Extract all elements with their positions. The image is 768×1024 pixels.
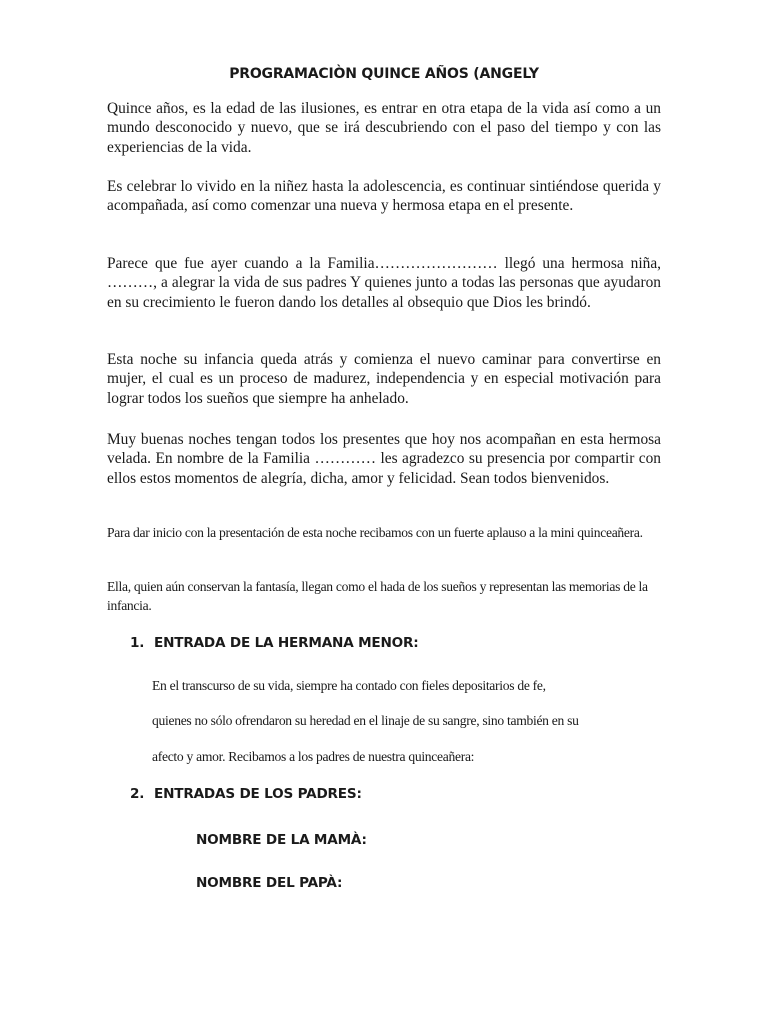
section-number: 2. — [130, 786, 145, 802]
mother-name-label: NOMBRE DE LA MAMÀ: — [196, 832, 367, 848]
section-heading-hermana-menor — [130, 635, 419, 651]
document-title: PROGRAMACIÒN QUINCE AÑOS (ANGELY — [229, 66, 539, 82]
paragraph-infancia: Esta noche su infancia queda atrás y comienza el nuevo caminar para convertirse en mujer, el cual es un proceso de madurez, independencia y en especial motivación para lograr todos los sueños que siempre ha anhelado. — [107, 351, 661, 407]
paragraph-familia: Parece que fue ayer cuando a la Familia…………………… llegó una hermosa niña, ………, a alegrar la vida de sus padres Y quienes junto a todas las personas que ayudaron en su crecimiento le fueron dando los detalles al obsequio que Dios les brindó. — [107, 255, 661, 311]
paragraph-bienvenida: Muy buenas noches tengan todos los presentes que hoy nos acompañan en esta hermosa velada. En nombre de la Familia ………… les agradezco su presencia por compartir con ellos estos momentos de alegría, dicha, amor y felicidad. Sean todos bienvenidos. — [107, 431, 661, 487]
section-heading-text: ENTRADA DE LA HERMANA MENOR: — [154, 635, 419, 651]
paragraph-celebrar: Es celebrar lo vivido en la niñez hasta la adolescencia, es continuar sintiéndose querida y acompañada, así como comenzar una nueva y hermosa etapa en el presente. — [107, 178, 661, 215]
section-heading-padres — [130, 786, 362, 802]
section-heading-text: ENTRADAS DE LOS PADRES: — [154, 786, 362, 802]
section1-line-2: quienes no sólo ofrendaron su heredad en el linaje de su sangre, sino también en su — [152, 713, 579, 728]
paragraph-quince-anos: Quince años, es la edad de las ilusiones, es entrar en otra etapa de la vida así como a un mundo desconocido y nuevo, que se irá descubriendo con el paso del tiempo y con las experiencias de la vida. — [107, 100, 661, 156]
section1-line-1: En el transcurso de su vida, siempre ha contado con fieles depositarios de fe, — [152, 678, 546, 693]
section1-line-3: afecto y amor. Recibamos a los padres de nuestra quinceañera: — [152, 749, 475, 764]
father-name-label: NOMBRE DEL PAPÀ: — [196, 875, 343, 891]
paragraph-hada: Ella, quien aún conservan la fantasía, llegan como el hada de los sueños y representan las memorias de la infancia. — [107, 579, 648, 613]
section-number: 1. — [130, 635, 145, 651]
paragraph-presentacion: Para dar inicio con la presentación de esta noche recibamos con un fuerte aplauso a la mini quinceañera. — [107, 525, 643, 540]
